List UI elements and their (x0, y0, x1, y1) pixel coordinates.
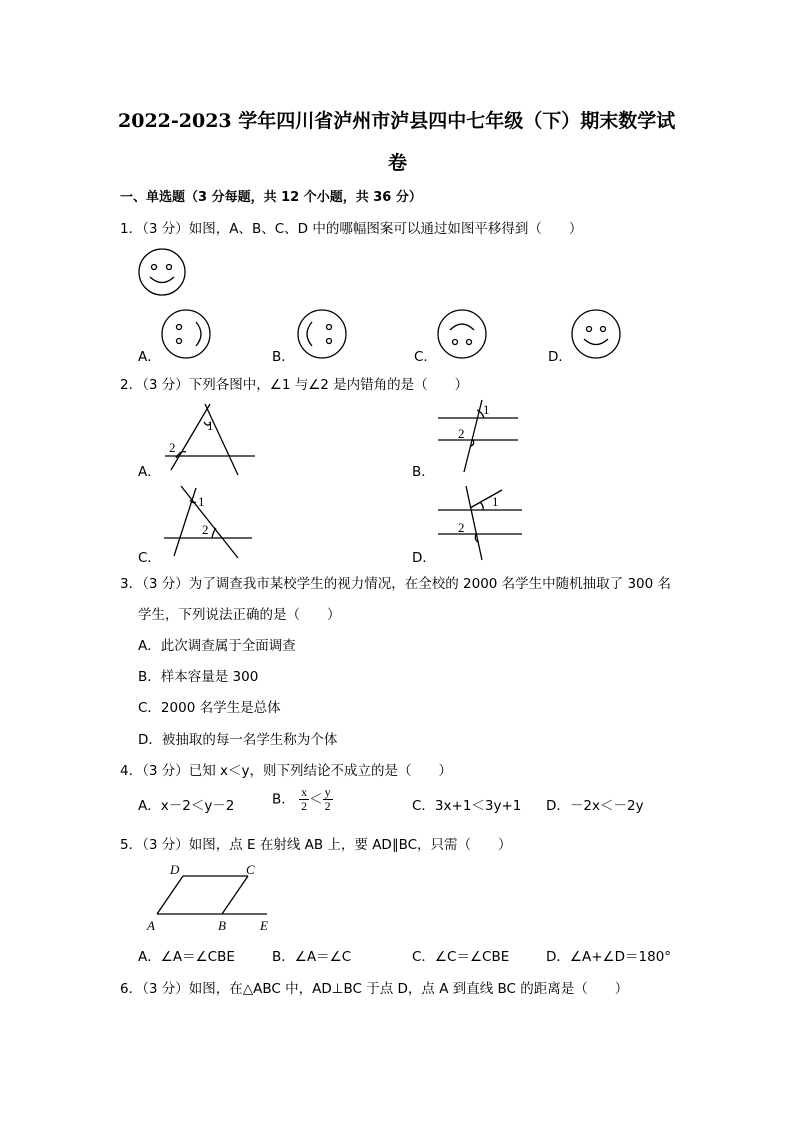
q5-point-b-label: B (218, 918, 226, 933)
q4-option-b-numerator-left: x (301, 785, 308, 799)
q2a-angle-2-label: 2 (169, 440, 176, 455)
q2-option-d-figure (436, 482, 526, 568)
q1-option-a-figure (160, 308, 214, 362)
q4-option-d: D．－2x＜－2y (546, 798, 644, 814)
question-4-stem: 4．（3 分）已知 x＜y，则下列结论不成立的是（ ） (120, 763, 452, 779)
q1-reference-smiley-figure (138, 248, 188, 298)
q4-option-b-numerator-right: y (324, 785, 331, 799)
question-6-stem: 6．（3 分）如图，在△ABC 中，AD⊥BC 于点 D，点 A 到直线 BC 的距离是（ ） (120, 981, 629, 997)
q4-option-b-fraction-left (299, 786, 309, 813)
q5-point-a-label: A (147, 918, 155, 933)
q4-option-b-relation: ＜ (309, 791, 323, 808)
q5-parallelogram-figure (145, 858, 280, 938)
q5-option-c: C．∠C＝∠CBE (412, 949, 510, 965)
q5-point-e-label: E (260, 918, 268, 933)
q3-option-a: A．此次调查属于全面调查 (138, 638, 296, 654)
q2-option-b-label: B． (412, 464, 435, 480)
q2c-angle-2-label: 2 (202, 522, 209, 537)
q2-option-a-label: A． (138, 464, 161, 480)
q3-option-c: C．2000 名学生是总体 (138, 700, 281, 716)
page-title: 2022-2023 学年四川省泸州市泸县四中七年级（下）期末数学试 (118, 110, 676, 132)
q4-option-b-denominator-right: 2 (324, 799, 331, 813)
q2b-angle-1-label: 1 (483, 402, 490, 417)
q1-option-a-label: A． (138, 349, 161, 365)
q2c-angle-1-label: 1 (198, 494, 205, 509)
q5-option-b: B．∠A＝∠C (272, 949, 352, 965)
section-heading: 一、单选题（3 分每题，共 12 个小题，共 36 分） (120, 190, 422, 205)
q1-option-b-label: B． (272, 349, 295, 365)
q5-option-d: D．∠A+∠D＝180° (546, 949, 672, 965)
q2a-angle-1-label: 1 (207, 418, 214, 433)
q3-option-b: B．样本容量是 300 (138, 669, 259, 685)
q4-option-b (272, 786, 333, 813)
q4-option-b-denominator-left: 2 (301, 799, 308, 813)
q2d-angle-2-label: 2 (458, 520, 465, 535)
q1-option-c-figure (436, 308, 490, 362)
q2-option-d-label: D． (412, 550, 436, 566)
q4-option-b-fraction-right (323, 786, 333, 813)
q2-option-b-figure (436, 398, 526, 478)
question-2-stem: 2．（3 分）下列各图中，∠1 与∠2 是内错角的是（ ） (120, 377, 469, 393)
q5-point-c-label: C (246, 862, 255, 877)
q5-option-a: A．∠A＝∠CBE (138, 949, 235, 965)
q1-option-c-label: C． (414, 349, 437, 365)
q2-option-c-figure (160, 482, 260, 562)
q3-option-d: D．被抽取的每一名学生称为个体 (138, 732, 338, 748)
q4-option-b-label: B． (272, 791, 295, 808)
q1-option-b-figure (296, 308, 350, 362)
question-3-stem-line-1: 3．（3 分）为了调查我市某校学生的视力情况，在全校的 2000 名学生中随机抽取了 300 名 (120, 576, 672, 592)
q2b-angle-2-label: 2 (458, 426, 465, 441)
question-1-stem: 1．（3 分）如图，A、B、C、D 中的哪幅图案可以通过如图平移得到（ ） (120, 221, 583, 237)
question-3-stem-line-2: 学生，下列说法正确的是（ ） (138, 607, 341, 623)
q4-option-a: A．x－2＜y－2 (138, 798, 235, 814)
q4-option-c: C．3x+1＜3y+1 (412, 798, 522, 814)
q2d-angle-1-label: 1 (492, 494, 499, 509)
q2-option-a-figure (160, 400, 260, 480)
question-5-stem: 5．（3 分）如图，点 E 在射线 AB 上，要 AD∥BC，只需（ ） (120, 837, 512, 853)
q1-option-d-label: D． (548, 349, 572, 365)
q5-point-d-label: D (170, 862, 180, 877)
q2-option-c-label: C． (138, 550, 161, 566)
q1-option-d-figure (570, 308, 624, 362)
page-title-continued: 卷 (388, 152, 408, 174)
